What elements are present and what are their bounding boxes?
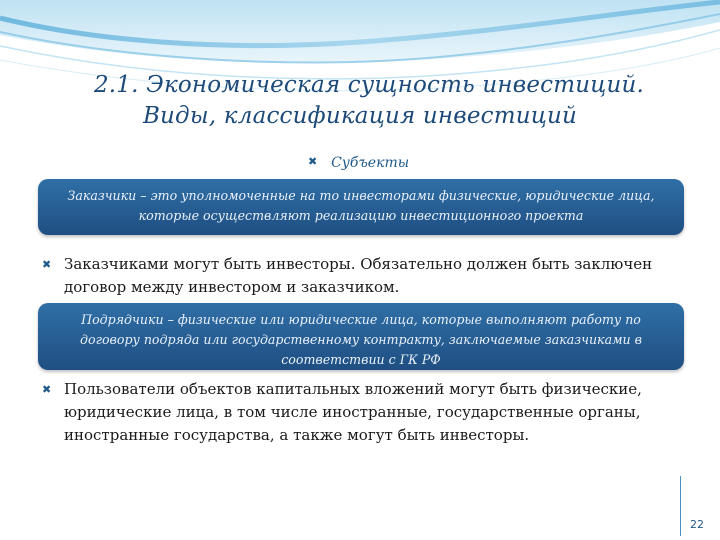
callout-line: которые осуществляют реализацию инвестиционного проекта — [138, 208, 584, 223]
bullet-line: Заказчиками могут быть инвесторы. Обязательно должен быть заключен — [64, 255, 653, 273]
bullet-text — [64, 253, 652, 299]
subtitle: Субъекты — [331, 155, 410, 171]
bullet-line: юридические лица, в том числе иностранные, государственные органы, — [64, 403, 641, 421]
bullet-customers-investors — [42, 253, 702, 303]
title-line-1: 2.1. Экономическая сущность инвестиций. — [93, 72, 645, 98]
title-line-2: Виды, классификация инвестиций — [142, 103, 578, 129]
x-bullet-icon: ✖ — [42, 258, 52, 271]
bullet-users — [42, 378, 702, 453]
slide-title — [0, 70, 720, 132]
x-bullet-icon: ✖ — [308, 155, 318, 168]
subtitle-row — [308, 152, 409, 170]
bullet-line: договор между инвестором и заказчиком. — [64, 278, 400, 296]
callout-line: Подрядчики – физические или юридические лица, которые выполняют работу по — [81, 312, 641, 327]
callout-contractors — [38, 303, 684, 370]
x-bullet-icon: ✖ — [42, 383, 52, 396]
callout-line: Заказчики – это уполномоченные на то инвесторами физические, юридические лица, — [67, 188, 655, 203]
footer-divider — [680, 476, 681, 536]
callout-line: соответствии с ГК РФ — [281, 352, 441, 367]
bullet-line: иностранные государства, а также могут быть инвесторы. — [64, 426, 530, 444]
page-number: 22 — [690, 518, 704, 531]
callout-customers — [38, 179, 684, 235]
bullet-line: Пользователи объектов капитальных вложений могут быть физические, — [64, 380, 642, 398]
callout-line: договору подряда или государственному контракту, заключаемые заказчиками в — [80, 332, 642, 347]
bullet-text — [64, 378, 642, 447]
